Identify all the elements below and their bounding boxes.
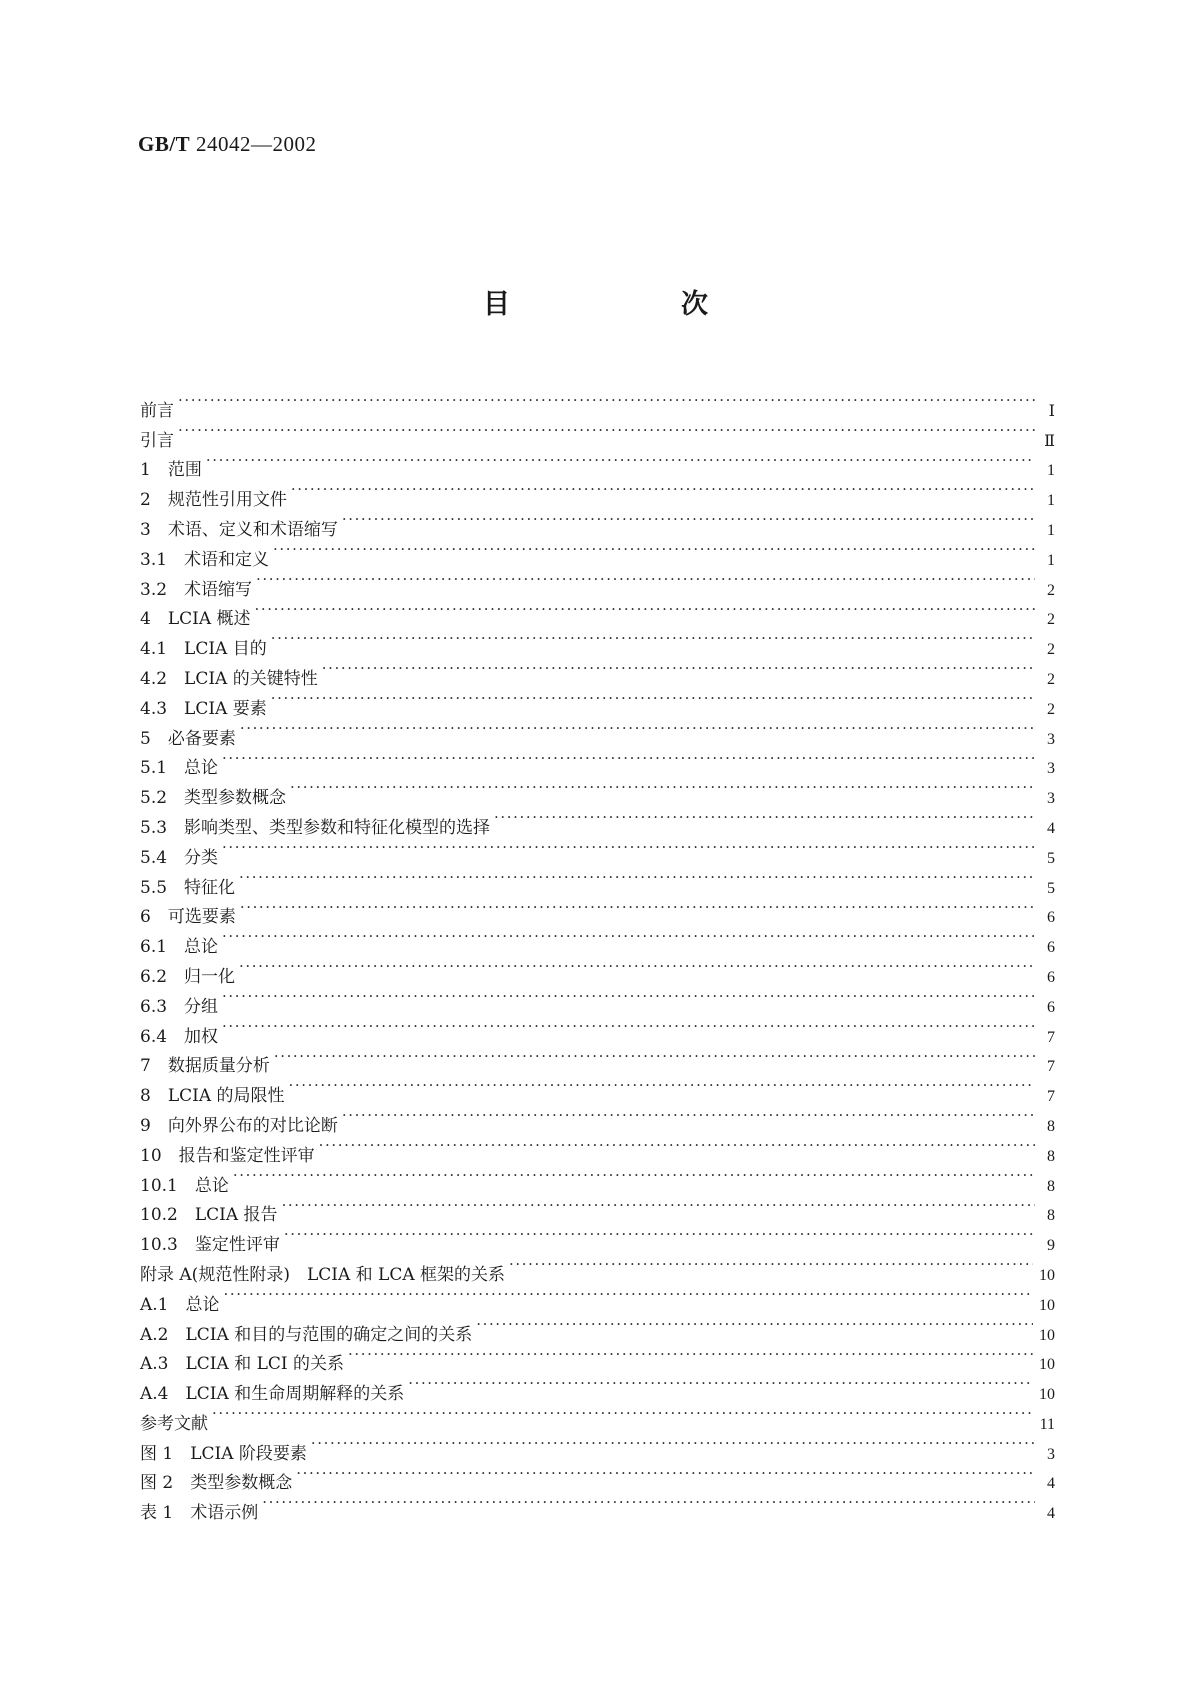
toc-entry-label: LCIA 目的 [184, 639, 267, 660]
toc-entry-gap [169, 1321, 186, 1351]
toc-entry-number: A.1 [140, 1294, 169, 1315]
toc-dot-leader [224, 1280, 1034, 1310]
toc-dot-leader [284, 1220, 1035, 1250]
toc-dot-leader [319, 1131, 1035, 1161]
toc-entry-gap [167, 635, 184, 665]
toc-entry-page: 5 [1047, 849, 1055, 867]
toc-entry-page: 4 [1047, 1505, 1055, 1523]
toc-entry-page: 11 [1039, 1415, 1055, 1433]
toc-entry-label: 报告和鉴定性评审 [178, 1145, 315, 1166]
toc-entry[interactable] [140, 1071, 1055, 1107]
toc-dot-leader [289, 1071, 1035, 1101]
toc-entry-number: 10.2 [140, 1205, 178, 1226]
toc-entry-page: 1 [1047, 551, 1055, 569]
toc-entry-page: 7 [1047, 1028, 1055, 1046]
toc-entry-gap [167, 695, 184, 725]
toc-entry-gap [169, 1380, 186, 1410]
toc-entry-number: 6 [140, 907, 151, 928]
standard-code-prefix: GB/T [138, 132, 191, 156]
toc-entry[interactable] [140, 565, 1055, 600]
toc-dot-leader [408, 1369, 1033, 1399]
toc-entry-gap [167, 874, 184, 904]
toc-dot-leader [290, 773, 1035, 803]
toc-entry[interactable] [140, 1280, 1055, 1315]
toc-entry-label: 规范性引用文件 [167, 490, 287, 511]
toc-entry-gap [167, 546, 184, 576]
toc-entry-gap [178, 1201, 195, 1231]
toc-entry-label: 鉴定性评审 [194, 1235, 280, 1256]
toc-entry-page: 1 [1047, 521, 1055, 539]
toc-entry-number: 5 [140, 728, 151, 749]
toc-entry-number: 6.1 [140, 937, 168, 958]
toc-entry[interactable] [140, 386, 1055, 421]
toc-entry-gap [167, 784, 184, 814]
toc-entry-page: 7 [1047, 1088, 1055, 1106]
toc-entry-gap [167, 933, 184, 963]
toc-entry-gap [151, 605, 168, 635]
toc-entry[interactable] [140, 893, 1055, 928]
toc-entry-number: 4.2 [140, 668, 168, 689]
toc-entry-label: 术语和定义 [184, 549, 270, 570]
toc-entry-gap [151, 1112, 168, 1142]
toc-entry[interactable] [140, 1488, 1055, 1524]
toc-entry-page: 10 [1039, 1266, 1055, 1284]
toc-dot-leader [271, 624, 1035, 654]
toc-entry-label: 归一化 [184, 966, 236, 987]
toc-entry-page: 3 [1047, 760, 1055, 778]
toc-entry-page: 7 [1047, 1058, 1055, 1076]
toc-entry-number: 8 [140, 1086, 151, 1107]
toc-dot-leader [509, 1250, 1033, 1280]
toc-dot-leader [348, 1340, 1033, 1370]
toc-entry-page: 3 [1047, 790, 1055, 808]
toc-entry-page: 2 [1047, 700, 1055, 718]
toc-entry-number: A.4 [140, 1384, 169, 1405]
toc-entry-page: 8 [1047, 1117, 1055, 1135]
toc-dot-leader [476, 1310, 1033, 1340]
toc-entry[interactable] [140, 684, 1055, 719]
toc-dot-leader [239, 952, 1035, 982]
toc-entry-number: 10 [140, 1145, 162, 1166]
toc-entry-label: 总论 [184, 937, 219, 958]
toc-entry-label: 术语、定义和术语缩写 [167, 519, 338, 540]
toc-entry-number: 7 [140, 1056, 151, 1077]
toc-dot-leader [178, 416, 1035, 446]
toc-entry-page: 6 [1047, 909, 1055, 927]
toc-entry-page: 8 [1047, 1177, 1055, 1195]
toc-entry[interactable] [140, 416, 1055, 451]
toc-entry[interactable] [140, 475, 1055, 511]
toc-dot-leader [206, 446, 1035, 476]
toc-dot-leader [222, 1012, 1035, 1042]
toc-entry[interactable] [140, 1012, 1055, 1047]
toc-entry-number: 4 [140, 609, 151, 630]
toc-dot-leader [255, 595, 1035, 625]
toc-entry-gap [151, 903, 168, 933]
toc-entry-number: 6.4 [140, 1026, 168, 1047]
toc-entry-label: 类型参数概念 [184, 788, 287, 809]
toc-entry-page: 4 [1047, 1475, 1055, 1493]
toc-dot-leader [262, 1488, 1035, 1518]
toc-dot-leader [273, 535, 1035, 565]
toc-entry-page: 6 [1047, 939, 1055, 957]
toc-entry-page: 2 [1047, 581, 1055, 599]
toc-entry-page: 8 [1047, 1147, 1055, 1165]
toc-entry-gap [167, 576, 184, 606]
toc-entry-page: 2 [1047, 611, 1055, 629]
toc-entry-label: 特征化 [184, 877, 236, 898]
toc-entry-label: 图 2 类型参数概念 [140, 1473, 293, 1494]
toc-dot-leader [342, 505, 1035, 535]
toc-entry-label: 术语缩写 [184, 579, 253, 600]
toc-dot-leader [271, 684, 1035, 714]
toc-entry[interactable] [140, 982, 1055, 1017]
toc-entry-page: 10 [1039, 1356, 1055, 1374]
toc-entry[interactable] [140, 773, 1055, 809]
toc-entry[interactable] [140, 1042, 1055, 1077]
toc-entry[interactable] [140, 595, 1055, 630]
toc-entry-number: 6.3 [140, 996, 168, 1017]
toc-entry-page: Ⅱ [1044, 432, 1055, 450]
toc-entry[interactable] [140, 1191, 1055, 1226]
toc-entry-page: 9 [1047, 1237, 1055, 1255]
toc-entry-gap [167, 993, 184, 1023]
toc-entry[interactable] [140, 1161, 1055, 1196]
toc-entry-number: 6.2 [140, 966, 168, 987]
toc-entry[interactable] [140, 833, 1055, 868]
toc-entry-page: 1 [1047, 492, 1055, 510]
toc-entry-gap [151, 516, 168, 546]
toc-entry-gap [151, 1082, 168, 1112]
toc-dot-leader [322, 654, 1035, 684]
toc-entry-label: 总论 [184, 758, 219, 779]
toc-entry-label: LCIA 和目的与范围的确定之间的关系 [185, 1324, 473, 1345]
toc-entry-label: 影响类型、类型参数和特征化模型的选择 [184, 817, 491, 838]
toc-entry[interactable] [140, 1399, 1055, 1434]
toc-dot-leader [222, 982, 1035, 1012]
toc-entry[interactable] [140, 714, 1055, 749]
toc-entry-number: A.2 [140, 1324, 169, 1345]
toc-entry-label: LCIA 概述 [167, 609, 251, 630]
toc-entry-gap [167, 814, 184, 844]
toc-entry-page: 8 [1047, 1207, 1055, 1225]
toc-entry-label: 分组 [184, 996, 219, 1017]
toc-entry[interactable] [140, 744, 1055, 779]
toc-entry-page: 3 [1047, 1445, 1055, 1463]
toc-entry-label: 分类 [184, 847, 219, 868]
toc-entry[interactable] [140, 1310, 1055, 1345]
toc-entry-page: 1 [1047, 462, 1055, 480]
toc-entry-number: 5.4 [140, 847, 168, 868]
toc-entry[interactable] [140, 654, 1055, 689]
toc-dot-leader [240, 893, 1035, 923]
toc-entry-page: 2 [1047, 670, 1055, 688]
toc-dot-leader [311, 1429, 1035, 1459]
toc-entry-number: 9 [140, 1115, 151, 1136]
toc-dot-leader [222, 833, 1035, 863]
toc-entry-gap [167, 963, 184, 993]
toc-entry-page: Ⅰ [1048, 402, 1055, 420]
toc-dot-leader [342, 1101, 1035, 1131]
toc-entry-label: LCIA 的关键特性 [184, 668, 318, 689]
toc-entry-label: 可选要素 [167, 907, 236, 928]
toc-dot-leader [222, 922, 1035, 952]
toc-entry-page: 2 [1047, 641, 1055, 659]
toc-dot-leader [233, 1161, 1035, 1191]
toc-entry-label: 范围 [167, 460, 202, 481]
standard-code [138, 132, 316, 157]
toc-entry-gap [151, 456, 168, 486]
toc-entry[interactable] [140, 863, 1055, 898]
toc-entry[interactable] [140, 1429, 1055, 1464]
toc-entry-label: 前言 [140, 400, 174, 421]
standard-code-number: 24042—2002 [195, 132, 317, 156]
toc-entry-number: 4.1 [140, 639, 168, 660]
toc-dot-leader [274, 1042, 1035, 1072]
toc-entry[interactable] [140, 952, 1055, 987]
toc-dot-leader [178, 386, 1035, 416]
toc-entry-number: 5.1 [140, 758, 168, 779]
toc-entry-gap [162, 1142, 179, 1172]
toc-entry-gap [151, 486, 168, 516]
toc-entry-number: 1 [140, 460, 151, 481]
toc-entry-number: 5.5 [140, 877, 168, 898]
toc-entry-gap [167, 1023, 184, 1053]
toc-entry-label: 总论 [185, 1294, 220, 1315]
toc-entry-label: 总论 [194, 1175, 229, 1196]
toc-entry-label: LCIA 和生命周期解释的关系 [185, 1384, 405, 1405]
table-of-contents [140, 386, 1055, 1524]
toc-dot-leader [296, 1459, 1035, 1489]
toc-entry-number: A.3 [140, 1354, 169, 1375]
toc-entry-number: 3.2 [140, 579, 168, 600]
toc-entry[interactable] [140, 624, 1055, 660]
toc-entry-number: 3.1 [140, 549, 168, 570]
toc-entry-page: 6 [1047, 968, 1055, 986]
toc-dot-leader [256, 565, 1035, 595]
toc-entry-number: 4.3 [140, 698, 168, 719]
toc-entry-gap [151, 1052, 168, 1082]
toc-entry-number: 2 [140, 490, 151, 511]
toc-dot-leader [282, 1191, 1035, 1221]
toc-entry-gap [169, 1291, 186, 1321]
toc-entry[interactable] [140, 446, 1055, 481]
toc-entry-page: 4 [1047, 819, 1055, 837]
toc-entry-gap [178, 1231, 195, 1261]
toc-dot-leader [240, 714, 1035, 744]
toc-entry-label: 加权 [184, 1026, 219, 1047]
toc-entry-number: 10.1 [140, 1175, 178, 1196]
toc-entry-page: 10 [1039, 1326, 1055, 1344]
toc-entry-label: LCIA 报告 [194, 1205, 278, 1226]
toc-entry-label: 图 1 LCIA 阶段要素 [140, 1443, 307, 1464]
toc-entry-label: 参考文献 [140, 1413, 208, 1434]
toc-entry-number: 5.2 [140, 788, 168, 809]
toc-entry-label: 必备要素 [167, 728, 236, 749]
toc-entry-label: 附录 A(规范性附录) LCIA 和 LCA 框架的关系 [140, 1264, 506, 1285]
toc-entry-label: 表 1 术语示例 [140, 1503, 259, 1524]
toc-dot-leader [222, 744, 1035, 774]
toc-dot-leader [212, 1399, 1034, 1429]
toc-entry-label: LCIA 的局限性 [167, 1086, 285, 1107]
toc-entry-page: 3 [1047, 730, 1055, 748]
toc-entry-number: 10.3 [140, 1235, 178, 1256]
toc-entry-page: 5 [1047, 879, 1055, 897]
toc-entry-gap [151, 725, 168, 755]
toc-entry-label: 数据质量分析 [167, 1056, 270, 1077]
toc-entry-gap [178, 1172, 195, 1202]
toc-entry-gap [167, 665, 184, 695]
toc-entry-page: 10 [1039, 1386, 1055, 1404]
toc-entry-number: 5.3 [140, 817, 168, 838]
toc-entry-gap [167, 844, 184, 874]
toc-entry-gap [169, 1350, 186, 1380]
toc-dot-leader [291, 475, 1035, 505]
toc-entry-label: 引言 [140, 430, 174, 451]
toc-entry-number: 3 [140, 519, 151, 540]
toc-entry-gap [167, 754, 184, 784]
toc-entry[interactable] [140, 922, 1055, 958]
toc-entry-label: 向外界公布的对比论断 [167, 1115, 338, 1136]
toc-entry[interactable] [140, 535, 1055, 570]
toc-dot-leader [239, 863, 1035, 893]
page-title: 目 次 [483, 289, 780, 320]
toc-entry-page: 6 [1047, 998, 1055, 1016]
toc-entry-page: 10 [1039, 1296, 1055, 1314]
toc-entry-label: LCIA 要素 [184, 698, 267, 719]
toc-entry-label: LCIA 和 LCI 的关系 [185, 1354, 345, 1375]
toc-dot-leader [494, 803, 1035, 833]
